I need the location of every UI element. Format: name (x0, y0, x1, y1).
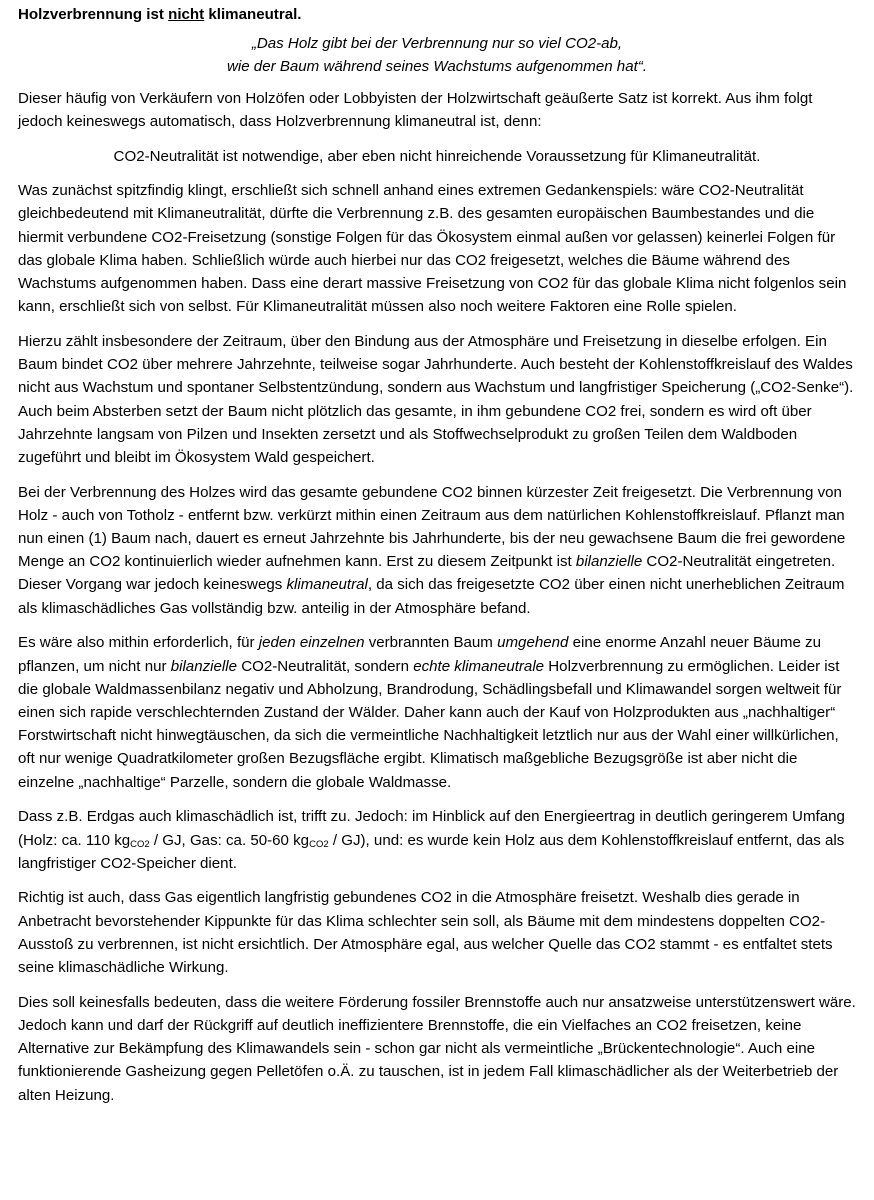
quote-line-1: „Das Holz gibt bei der Verbrennung nur so viel CO2-ab, (251, 35, 623, 53)
title-text-start: Holzverbrennung ist (18, 6, 169, 23)
p4-text-e: , da sich das freigesetzte CO2 über einen nicht unerheblichen Zeitraum als klimaschädliches Gas vollständig bzw. anteilig in der Atmosphäre befand. (18, 576, 845, 617)
p6-text-b: / GJ, Gas: ca. 50-60 kg (149, 831, 310, 849)
p6-subscript-co2-gas: CO2 (309, 838, 329, 850)
paragraph-thought-experiment: Was zunächst spitzfindig klingt, erschließt sich schnell anhand eines extremen Gedankenspiels: wäre CO2-Neutralität gleichbedeutend mit Klimaneutralität, dürfte die Verbrennung z.B. des gesamten europäischen Baumbestandes und die hiermit verbundene CO2-Freisetzung (sonstige Folgen für das Ökosystem einmal außen vor gelassen) keinerlei Folgen für das globale Klima haben. Schließlich würde auch hierbei nur das CO2 freigesetzt, welches die Bäume während des Wachstums aufgenommen haben. Dass eine derart massive Freisetzung von CO2 für das globale Klima nicht folgenlos sein kann, erschließt sich von selbst. Für Klimaneutralität müssen also noch weitere Faktoren eine Rolle spielen. (18, 182, 847, 316)
p6-text-a: Dass z.B. Erdgas auch klimaschädlich ist, trifft zu. Jedoch: im Hinblick auf den Energieertrag in deutlich geringerem Umfang (Holz: ca. 110 kg (18, 808, 845, 849)
p4-text-c: CO2-Neutralität eingetreten. Dieser Vorgang war jedoch keineswegs (18, 553, 836, 594)
opening-quote (18, 32, 856, 78)
title-underlined-word: nicht (168, 6, 205, 23)
paragraph-gas-release: Richtig ist auch, dass Gas eigentlich langfristig gebundenes CO2 in die Atmosphäre freisetzt. Weshalb dies gerade in Anbetracht bevorstehender Kippunkte für das Klima schlechter sein soll, als Bäume mit dem mindestens doppelten CO2-Ausstoß zu verbrennen, ist nicht ersichtlich. Der Atmosphäre egal, aus welcher Quelle das CO2 stammt - es entfaltet stets seine klimaschädliche Wirkung. (18, 889, 833, 977)
paragraph-intro: Dieser häufig von Verkäufern von Holzöfen oder Lobbyisten der Holzwirtschaft geäußerte Satz ist korrekt. Aus ihm folgt jedoch keineswegs automatisch, dass Holzverbrennung klimaneutral ist, denn: (18, 89, 813, 130)
quote-line-2: wie der Baum während seines Wachstums aufgenommen hat“. (226, 58, 648, 76)
p4-emphasis-bilanzielle: bilanzielle (575, 553, 643, 571)
p5-emphasis-jeden-einzelnen: jeden einzelnen (258, 634, 365, 652)
title-text-end: klimaneutral. (204, 6, 302, 23)
paragraph-combustion (18, 481, 856, 620)
p5-text-g: CO2-Neutralität, sondern (237, 657, 414, 675)
p5-text-c: verbrannten Baum (364, 634, 498, 652)
p5-text-e: eine enorme Anzahl neuer Bäume zu pflanzen, um nicht nur (18, 634, 821, 675)
p5-emphasis-bilanzielle: bilanzielle (170, 657, 237, 675)
p5-text-i: Holzverbrennung zu ermöglichen. Leider ist die globale Waldmassenbilanz negativ und Abholzung, Brandrodung, Schädlingsbefall und Klimawandel sorgen weltweit für einen sich rapide verschlechternden Zustand der Wälder. Daher kann auch der Kauf von Holzprodukten aus „nachhaltiger“ Forstwirtschaft nicht hinwegtäuschen, da sich die vermeintliche Nachhaltigkeit letztlich nur aus der Wahl einer willkürlichen, oft nur wenige Quadratkilometer großen Bezugsfläche ergibt. Klimatisch maßgebliche Bezugsgröße ist aber nicht die einzelne „nachhaltige“ Parzelle, sondern die globale Waldmasse. (18, 657, 842, 791)
p4-text-a: Bei der Verbrennung des Holzes wird das gesamte gebundene CO2 binnen kürzester Zeit freigesetzt. Die Verbrennung von Holz - auch von Totholz - entfernt bzw. verkürzt mithin einen Zeitraum aus dem natürlichen Kohlenstoffkreislauf. Pflanzt man nun einen (1) Baum nach, dauert es erneut Jahrzehnte bis Jahrhunderte, bis der neu gewachsene Baum die frei gewordene Menge an CO2 kontinuierlich wieder aufnehmen kann. Erst zu diesem Zeitpunkt ist (18, 483, 846, 571)
paragraph-natural-gas (18, 805, 856, 875)
p5-emphasis-umgehend: umgehend (497, 634, 569, 652)
paragraph-time-period: Hierzu zählt insbesondere der Zeitraum, über den Bindung aus der Atmosphäre und Freisetzung in dieselbe erfolgen. Ein Baum bindet CO2 über mehrere Jahrzehnte, teilweise sogar Jahrhunderte. Auch besteht der Kohlenstoffkreislauf des Waldes nicht aus Wachstum und spontaner Selbstentzündung, sondern aus Wachstum und langfristiger Speicherung („CO2-Senke“). Auch beim Absterben setzt der Baum nicht plötzlich das gesamte, in ihm gebundene CO2 frei, sondern es wird oft über Jahrzehnte langsam von Pilzen und Insekten zersetzt und als Stoffwechselprodukt zu großen Teilen dem Waldboden zugeführt und bleibt im Ökosystem Wald gespeichert. (18, 332, 854, 466)
p5-text-a: Es wäre also mithin erforderlich, für (18, 634, 259, 652)
paragraph-conclusion: Dies soll keinesfalls bedeuten, dass die weitere Förderung fossiler Brennstoffe auch nur ansatzweise unterstützenswert wäre. Jedoch kann und darf der Rückgriff auf deutlich ineffizientere Brennstoffe, die ein Vielfaches an CO2 freisetzen, keine Alternative zur Bekämpfung des Klimawandels sein - schon gar nicht als vermeintliche „Brückentechnologie“. Auch eine funktionierende Gasheizung gegen Pelletöfen o.Ä. zu tauschen, ist in jedem Fall klimaschädlicher als der Weiterbetrieb der alten Heizung. (18, 993, 856, 1104)
central-statement: CO2-Neutralität ist notwendige, aber eben nicht hinreichende Voraussetzung für Klimaneutralität. (113, 147, 761, 165)
p6-text-c: / GJ), und: es wurde kein Holz aus dem Kohlenstoffkreislauf entfernt, das als langfristiger CO2-Speicher dient. (18, 831, 845, 872)
paragraph-replanting (18, 631, 856, 793)
p5-emphasis-echte-klimaneutrale: echte klimaneutrale (413, 657, 545, 675)
p4-emphasis-klimaneutral: klimaneutral (286, 576, 368, 594)
document-title (18, 3, 856, 26)
p6-subscript-co2-wood: CO2 (130, 838, 150, 850)
